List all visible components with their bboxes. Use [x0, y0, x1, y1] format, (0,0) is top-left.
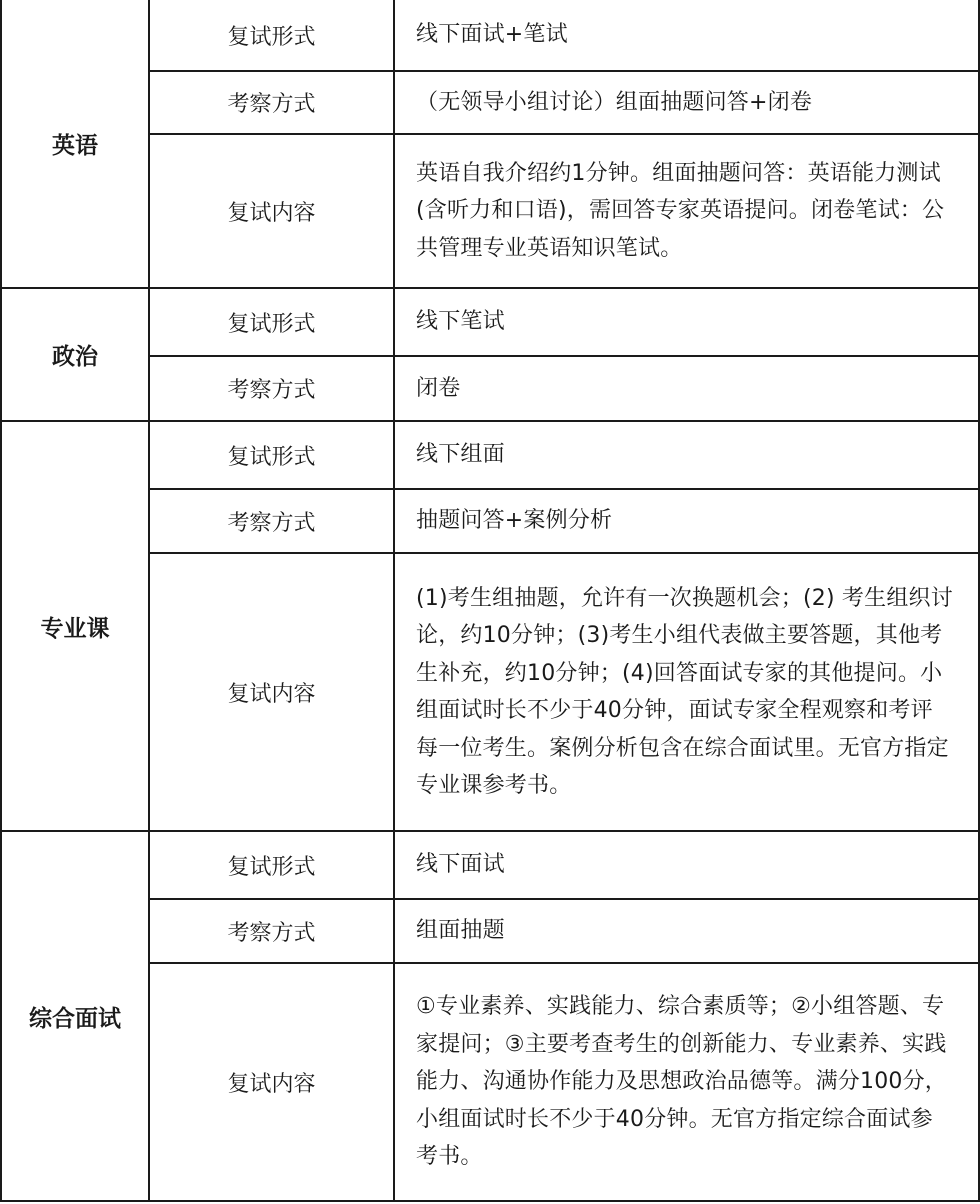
- row-content: 英语自我介绍约1分钟。组面抽题问答：英语能力测试(含听力和口语)，需回答专家英语提问。闭卷笔试：公共管理专业英语知识笔试。: [394, 134, 979, 288]
- row-content: (1)考生组抽题，允许有一次换题机会；(2) 考生组织讨论，约10分钟；(3)考生小组代表做主要答题，其他考生补充，约10分钟；(4)回答面试专家的其他提问。小组面试时长不少于40分钟，面试专家全程观察和考评每一位考生。案例分析包含在综合面试里。无官方指定专业课参考书。: [394, 553, 979, 831]
- subject-cell-politics: 政治: [1, 288, 149, 421]
- row-label: 复试形式: [149, 0, 394, 71]
- row-label: 复试内容: [149, 134, 394, 288]
- table-row: [1, 288, 979, 356]
- row-content: 线下笔试: [394, 288, 979, 356]
- row-content: 抽题问答+案例分析: [394, 489, 979, 553]
- table-row: [1, 831, 979, 899]
- row-label: 考察方式: [149, 356, 394, 421]
- subject-cell-major-course: 专业课: [1, 421, 149, 831]
- row-content: （无领导小组讨论）组面抽题问答+闭卷: [394, 71, 979, 134]
- row-content: 线下组面: [394, 421, 979, 489]
- row-label: 考察方式: [149, 71, 394, 134]
- row-label: 复试形式: [149, 831, 394, 899]
- row-content: 组面抽题: [394, 899, 979, 963]
- table-row: [1, 421, 979, 489]
- row-content: 线下面试+笔试: [394, 0, 979, 71]
- row-label: 考察方式: [149, 899, 394, 963]
- row-label: 考察方式: [149, 489, 394, 553]
- row-label: 复试形式: [149, 421, 394, 489]
- row-label: 复试内容: [149, 963, 394, 1201]
- subject-cell-comprehensive-interview: 综合面试: [1, 831, 149, 1201]
- row-content: 线下面试: [394, 831, 979, 899]
- row-label: 复试形式: [149, 288, 394, 356]
- row-content: 闭卷: [394, 356, 979, 421]
- table-row: [1, 0, 979, 71]
- row-label: 复试内容: [149, 553, 394, 831]
- subject-cell-english: 英语: [1, 0, 149, 288]
- row-content: ①专业素养、实践能力、综合素质等；②小组答题、专家提问；③主要考查考生的创新能力、专业素养、实践能力、沟通协作能力及思想政治品德等。满分100分，小组面试时长不少于40分钟。无官方指定综合面试参考书。: [394, 963, 979, 1201]
